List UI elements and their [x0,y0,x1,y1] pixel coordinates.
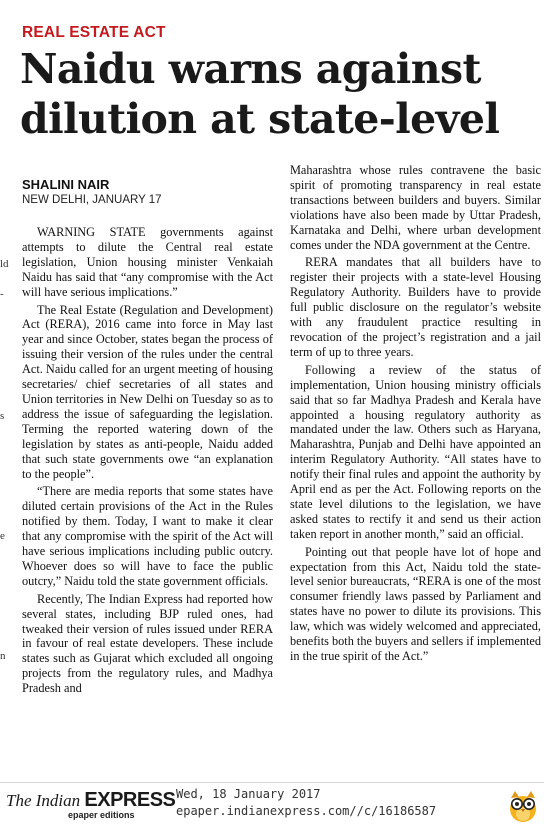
article-paragraph-continued: Maharashtra whose rules contravene the basic spirit of promoting transparency in real estate transactions between builders and buyers. Similar violations have also been made by Uttar Pradesh, Karnataka and Delhi, where urban development comes under the NDA government at the Centre. [290,163,541,252]
indian-express-logo[interactable] [6,789,175,820]
adjacent-column-fragment: ld [0,258,9,270]
adjacent-column-fragment: n [0,650,6,662]
adjacent-column-fragment: s [0,410,5,422]
brand-subtitle: epaper editions [68,810,135,820]
article-column-left [22,225,273,699]
owl-mascot-icon [506,789,540,823]
article-column-right [290,163,541,667]
article-paragraph: Pointing out that people have lot of hope and expectation from this Act, Naidu told the state-level senior bureaucrats, “RERA is one of the most consumer friendly laws passed by Parliament and states have no power to dilute its provisions. This law, which was widely welcomed and appreciated, benefits both the buyers and sellers if implemented in the true spirit of the Act.” [290,544,541,663]
edition-date: Wed, 18 January 2017 [176,787,321,801]
article-paragraph: Recently, The Indian Express had reported how several states, including BJP ruled ones, had tweaked their version of rules issued under RERA in favour of real estate developers. These include states such as Gujarat which excluded all ongoing projects from the regulatory rules, and Madhya Pradesh and [22,591,273,696]
article-paragraph: Following a review of the status of implementation, Union housing ministry officials said that so far Madhya Pradesh and Kerala have appointed a housing regulatory authority as mandated under the law. Others such as Haryana, Maharashtra, Punjab and Delhi have appointed an interim Regulatory Authority. “All states have to notify their final rules and appoint the authority by April end as per the Act. Following reports on the state level dilutions to the legislation, we have asked states to rectify it and send us their action taken report in another month,” said an official. [290,362,541,541]
edition-meta [176,786,436,820]
headline: Naidu warns against dilution at state-level [20,45,500,143]
edition-url[interactable]: epaper.indianexpress.com//c/16186587 [176,804,437,818]
brand-name: The Indian EXPRESS [6,789,176,811]
dateline: NEW DELHI, JANUARY 17 [22,194,162,206]
footer-divider [0,782,544,783]
section-kicker: REAL ESTATE ACT [22,24,166,41]
byline: SHALINI NAIR [22,177,110,192]
article-paragraph: The Real Estate (Regulation and Development) Act (RERA), 2016 came into force in May last year and since October, states began the process of issuing their version of the rules under the central Act. Naidu called for an urgent meeting of housing secretaries/ chief secretaries of all states and Union territories in New Delhi on Tuesday so as to address the issue of safeguarding the legislation. Terming the reported watering down of the legislation by states as anti-people, Naidu added that such state governments owe “an explanation to the people”. [22,302,273,481]
article-paragraph: RERA mandates that all builders have to register their projects with a state-level Housing Regulatory Authority. Builders have to provide full public disclosure on the regulator’s website with any fraudulent practice resulting in revocation of the project’s registration and a jail term of up to three years. [290,255,541,359]
adjacent-column-fragment: e [0,530,5,542]
adjacent-column-fragment: - [0,288,4,300]
article-paragraph: “There are media reports that some states have diluted certain provisions of the Act in the Rules notified by them. Today, I want to make it clear that any compromise with the spirit of the Act will have serious implications including public outcry. Whoever does so will have to face the public outcry,” Naidu told the state government officials. [22,484,273,588]
article-paragraph: WARNING STATE governments against attempts to dilute the Central real estate legislation, Union housing minister Venkaiah Naidu has said that “any compromise with the Act will have serious implications.” [22,225,273,299]
